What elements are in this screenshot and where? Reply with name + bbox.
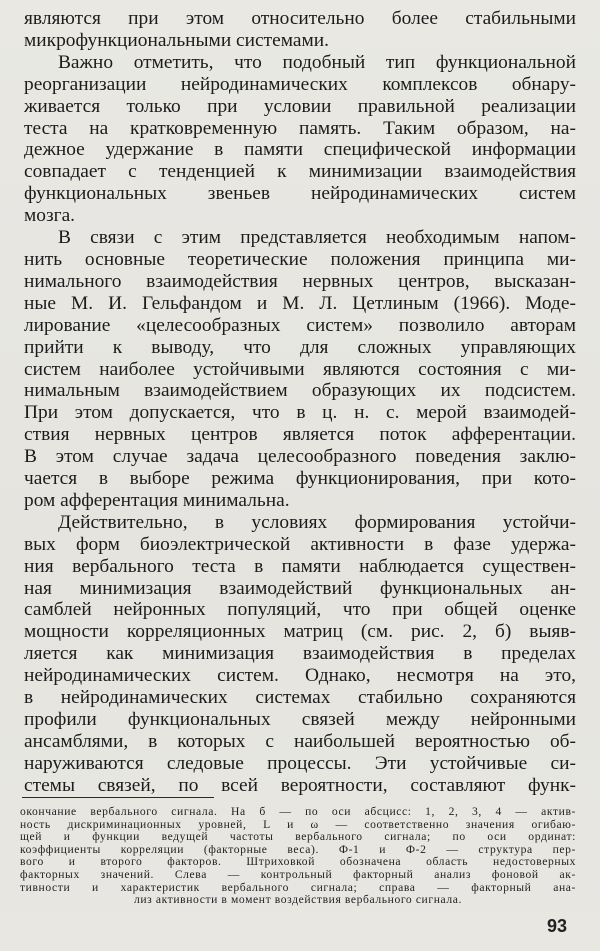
text-line: Важно отметить, что подобный тип функциональной	[58, 51, 576, 73]
main-text	[24, 8, 576, 797]
footnote-line: ность дискриминационных уровней, L и ω — соответственно значения огибаю-	[20, 817, 576, 831]
text-line: ляется как минимизация взаимодействия в пределах	[24, 643, 576, 665]
text-line: нимальным взаимодействием образующих их подсистем.	[24, 380, 576, 402]
text-line: ния вербального теста в памяти наблюдается существен-	[24, 555, 576, 577]
text-line: В связи с этим представляется необходимым напом-	[58, 227, 576, 249]
page-number: 93	[547, 916, 568, 936]
footnote-divider	[22, 797, 214, 798]
text-line: микрофункциональными системами.	[24, 29, 329, 51]
text-line: В этом случае задача целесообразного поведения заклю-	[24, 446, 576, 468]
footnote-line: щей и функции ведущей частоты вербального сигнала; по оси ординат:	[20, 830, 576, 844]
text-line: живается только при условии правильной реализации	[24, 95, 576, 117]
text-line: теста на кратковременную память. Таким образом, на-	[24, 117, 576, 139]
text-line: ствия нервных центров является поток афферентации.	[24, 424, 576, 446]
paragraph-4	[24, 512, 576, 797]
paragraph-2	[24, 52, 576, 227]
text-line: систем наиболее устойчивыми являются состояния с ми-	[24, 358, 576, 380]
text-line: совпадает с тенденцией к минимизации взаимодействия	[24, 161, 576, 183]
text-line: вых форм биоэлектрической активности в фазе удержа-	[24, 533, 576, 555]
figure-caption-footnote	[20, 806, 576, 907]
footnote-line: лиз активности в момент воздействия вербального сигнала.	[133, 893, 463, 907]
footnote-line: факторных значений. Слева — контрольный факторный анализ фоновой ак-	[20, 867, 576, 881]
footnote-line: вого и второго факторов. Штриховкой обозначена область недостоверных	[20, 855, 576, 869]
text-line: ансамблями, в которых с наибольшей вероятностью об-	[24, 730, 576, 752]
text-line: функциональных звеньев нейродинамических систем	[24, 183, 576, 205]
text-line: профили функциональных связей между нейронными	[24, 709, 576, 730]
text-line: лирование «целесообразных систем» позволило авторам	[24, 314, 576, 336]
text-line: нимального взаимодействия нервных центров, высказан-	[24, 270, 576, 292]
footnote-line: тивности и характеристик вербального сигнала; справа — факторный ана-	[20, 880, 576, 894]
paragraph-3	[24, 227, 576, 512]
text-line: мощности корреляционных матриц (см. рис. 2, б) выяв-	[24, 621, 576, 643]
text-line: нейродинамических систем. Однако, несмотря на это,	[24, 665, 576, 687]
text-line: являются при этом относительно более стабильными	[24, 8, 576, 29]
text-line: ные М. И. Гельфандом и М. Л. Цетлиным (1966). Моде-	[24, 292, 576, 314]
paragraph-1	[24, 8, 576, 52]
text-line: мозга.	[24, 205, 76, 227]
text-line: ная минимизация взаимодействий функциональных ан-	[24, 577, 576, 599]
text-line: нить основные теоретические положения принципа ми-	[24, 248, 576, 270]
text-line: чается в выборе режима функционирования, при кото-	[24, 468, 576, 490]
text-line: реорганизации нейродинамических комплексов обнару-	[24, 73, 576, 95]
text-line: прийти к выводу, что для сложных управляющих	[24, 336, 576, 358]
text-line: Действительно, в условиях формирования устойчи-	[58, 511, 576, 533]
text-line: в нейродинамических системах стабильно сохраняются	[24, 687, 576, 709]
footnote-line: окончание вербального сигнала. На б — по оси абсцисс: 1, 2, 3, 4 — актив-	[20, 805, 576, 818]
text-line: При этом допускается, что в ц. н. с. мерой взаимодей-	[24, 402, 576, 424]
text-line: самблей нейронных популяций, что при общей оценке	[24, 599, 576, 621]
text-line: наруживаются следовые процессы. Эти устойчивые си-	[24, 752, 576, 774]
text-line: дежное удержание в памяти специфической информации	[24, 139, 576, 161]
text-line: ром афферентация минимальна.	[24, 489, 290, 511]
text-line: стемы связей, по всей вероятности, составляют функ-	[24, 774, 576, 796]
footnote-line: коэффициенты корреляции (факторные веса). Ф-1 и Ф-2 — структура пер-	[20, 842, 576, 856]
